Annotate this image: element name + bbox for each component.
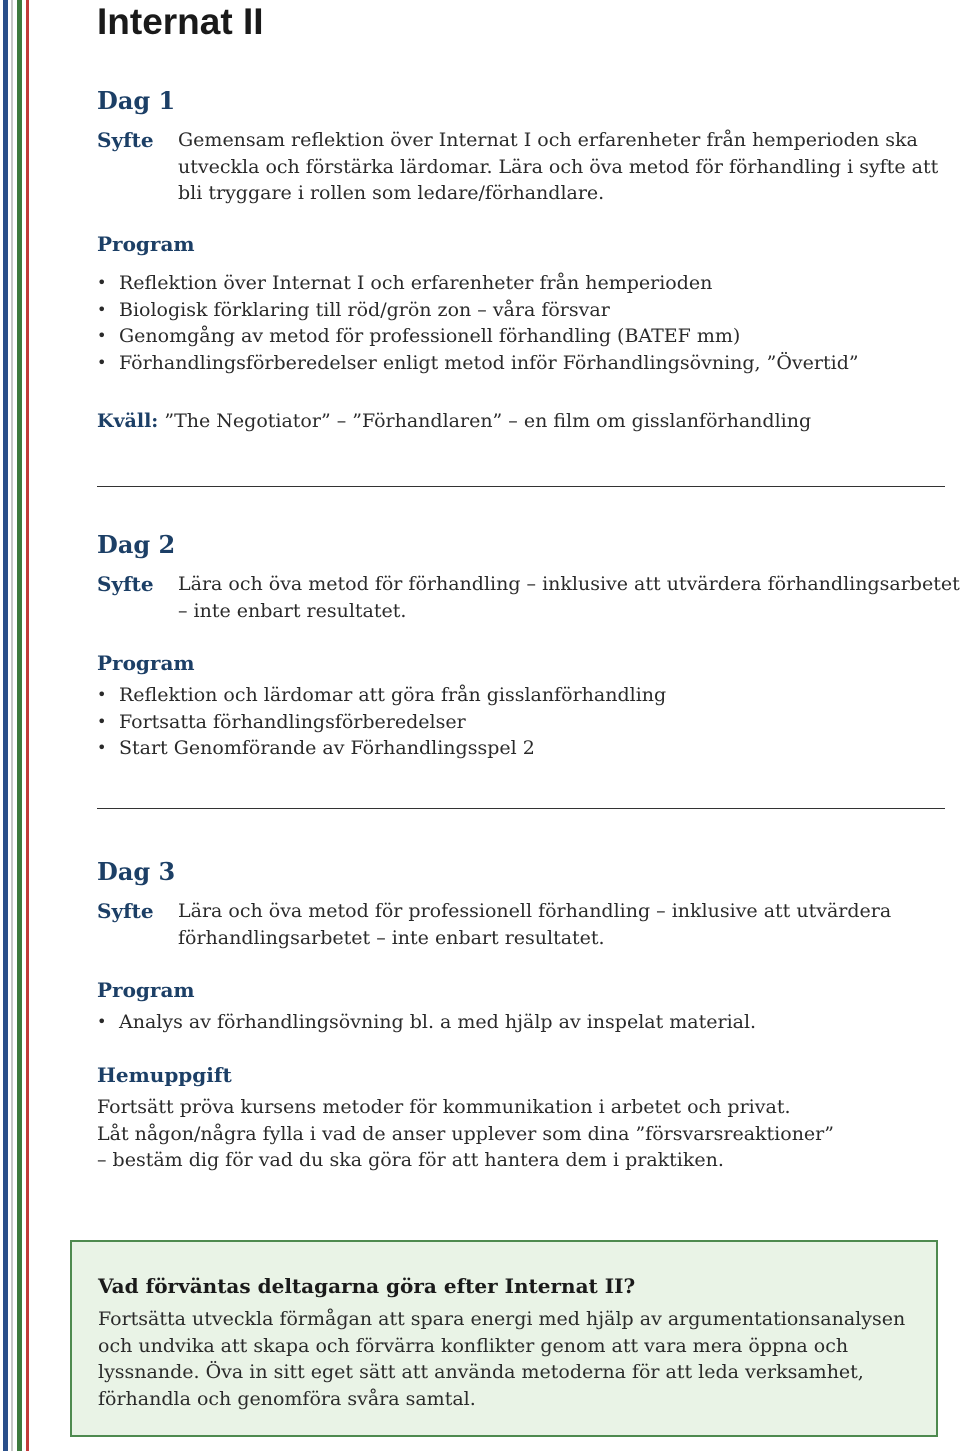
expectations-box [70,1240,938,1437]
day-3-purpose-text [178,898,891,951]
expectations-line: Fortsätta utveckla förmågan att spara energi med hjälp av argumentationsanalysen [98,1308,906,1330]
list-item: • Förhandlingsförberedelser enligt metod inför Förhandlingsövning, ”Övertid” [97,350,859,377]
day-3-homework-label: Hemuppgift [97,1063,232,1087]
evening-text: ”The Negotiator” – ”Förhandlaren” – en film om gisslanförhandling [164,410,812,432]
stripe-blue [3,0,8,1451]
section-divider [97,808,945,809]
day-2-purpose-label: Syfte [97,572,154,596]
purpose-line: Gemensam reflektion över Internat I och erfarenheter från hemperioden ska [178,129,918,151]
purpose-line: förhandlingsarbetet – inte enbart resultatet. [178,926,605,949]
expectations-title: Vad förväntas deltagarna göra efter Internat II? [98,1274,636,1298]
day-1-title: Dag 1 [97,86,176,115]
homework-line: Fortsätt pröva kursens metoder för kommunikation i arbetet och privat. [97,1096,791,1118]
list-item: • Start Genomförande av Förhandlingsspel 2 [97,735,666,762]
day-1-evening [97,408,811,435]
section-divider [97,486,945,487]
purpose-line: Lära och öva metod för förhandling – inklusive att utvärdera förhandlingsarbetet [178,573,960,595]
day-3-program-label: Program [97,978,195,1002]
day-1-purpose-label: Syfte [97,128,154,152]
expectations-line: och undvika att skapa och förvärra konflikter genom att vara mera öppna och [98,1334,849,1357]
day-3-title: Dag 3 [97,857,176,886]
day-3-program-list [97,1009,756,1036]
day-1-purpose-text [178,127,938,207]
purpose-line: utveckla och förstärka lärdomar. Lära och öva metod för förhandling i syfte att [178,155,939,178]
list-item: • Genomgång av metod för professionell förhandling (BATEF mm) [97,323,859,350]
bullet-icon: • [97,273,107,292]
list-item: • Analys av förhandlingsövning bl. a med hjälp av inspelat material. [97,1009,756,1036]
day-2-title: Dag 2 [97,530,176,559]
stripe-grey [11,0,13,1451]
bullet-icon: • [97,738,107,757]
bullet-icon: • [97,685,107,704]
purpose-line: – inte enbart resultatet. [178,599,407,622]
stripe-red [26,0,29,1451]
homework-line: Låt någon/några fylla i vad de anser upplever som dina ”försvarsreaktioner” [97,1122,834,1145]
day-3-homework-text [97,1094,834,1174]
day-2-purpose-text [178,571,960,624]
list-item: • Reflektion och lärdomar att göra från gisslanförhandling [97,682,666,709]
day-1-program-label: Program [97,232,195,256]
bullet-icon: • [97,299,107,319]
day-1-program-list [97,270,859,376]
expectations-line: förhandla och genomföra svåra samtal. [98,1387,476,1410]
day-2-program-list [97,682,666,762]
decorative-stripes [0,0,40,1451]
list-item: • Biologisk förklaring till röd/grön zon – våra försvar [97,297,859,324]
purpose-line: bli tryggare i rollen som ledare/förhandlare. [178,182,605,204]
page-title: Internat II [97,1,264,42]
day-3-purpose-label: Syfte [97,899,154,923]
list-item: • Reflektion över Internat I och erfarenheter från hemperioden [97,270,859,297]
bullet-icon: • [97,326,107,345]
bullet-icon: • [97,352,107,372]
bullet-icon: • [97,711,107,731]
bullet-icon: • [97,1012,107,1031]
expectations-text [98,1306,918,1412]
evening-label: Kväll: [97,410,159,432]
homework-line: – bestäm dig för vad du ska göra för att hantera dem i praktiken. [97,1149,724,1171]
purpose-line: Lära och öva metod för professionell förhandling – inklusive att utvärdera [178,900,892,922]
expectations-line: lyssnande. Öva in sitt eget sätt att använda metoderna för att leda verksamhet, [98,1361,864,1383]
stripe-green [17,0,22,1451]
list-item: • Fortsatta förhandlingsförberedelser [97,709,666,736]
day-2-program-label: Program [97,651,195,675]
